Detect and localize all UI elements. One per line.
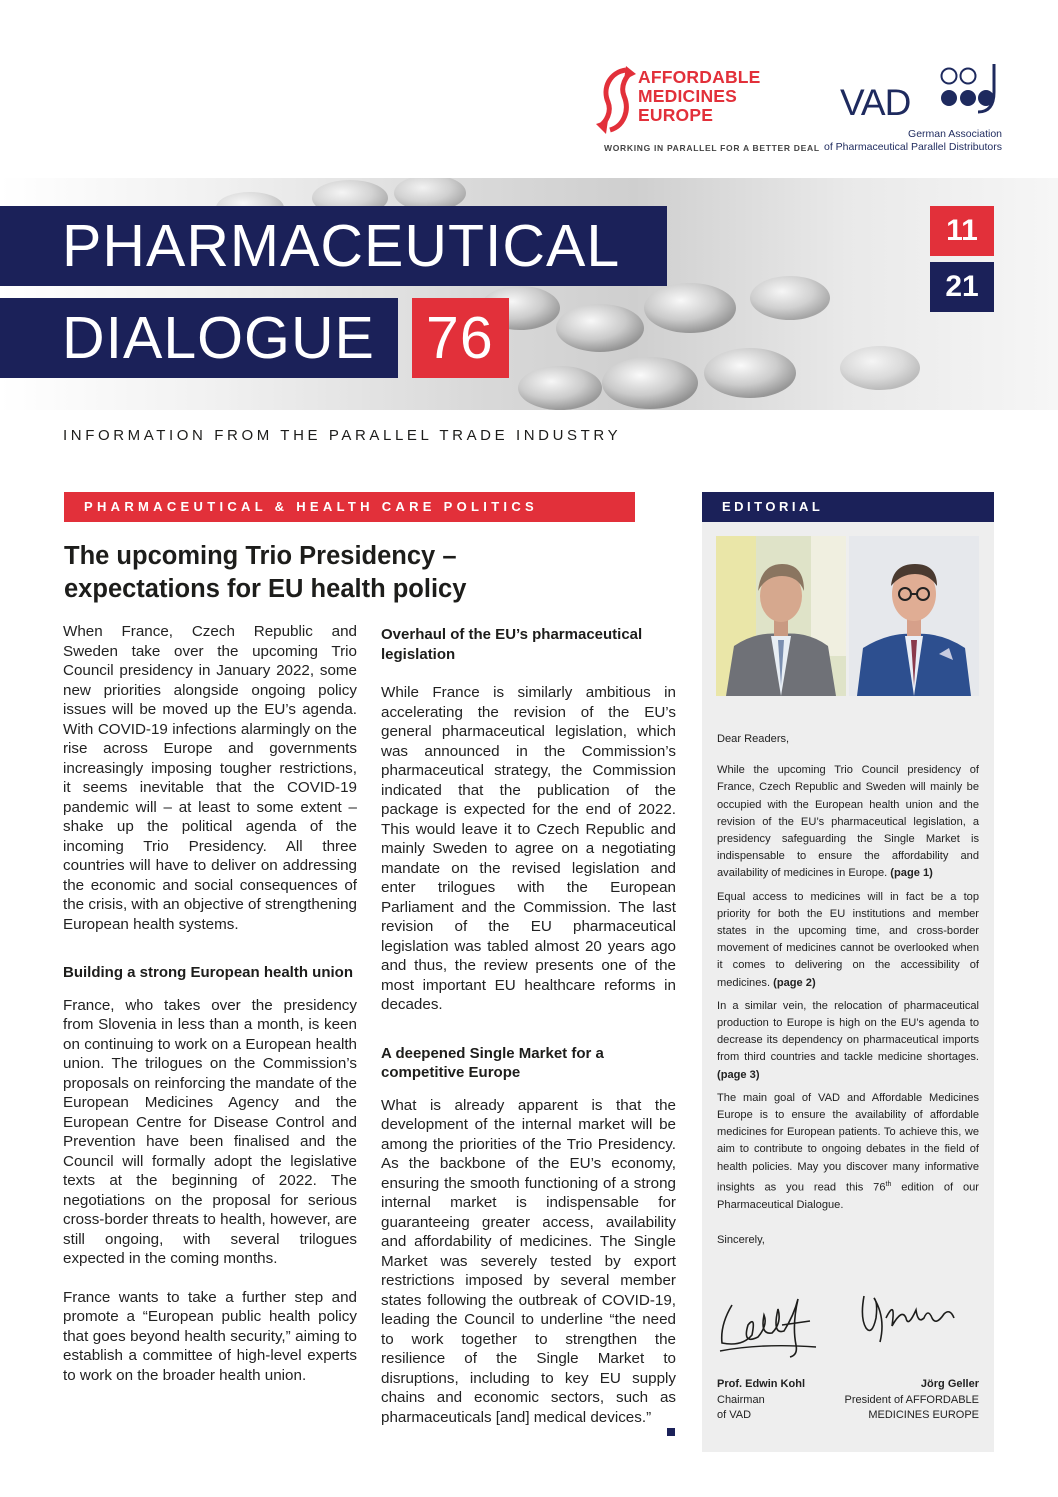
signature-kohl <box>712 1285 822 1365</box>
editorial-p1-page-ref: (page 1) <box>890 867 933 880</box>
editorial-p3-page-ref: (page 3) <box>717 1068 760 1081</box>
signatory-kohl-role2: of VAD <box>717 1409 752 1421</box>
headline-line1: The upcoming Trio Presidency – <box>64 542 457 570</box>
vad-wordmark: VAD <box>840 82 911 123</box>
editorial-text <box>717 731 979 1255</box>
ame-line3: EUROPE <box>638 105 714 125</box>
issue-month: 11 <box>930 206 994 256</box>
editorial-p2-text: Equal access to medicines will in fact be a top priority for both the EU institutions and member states in the upcoming time, and cross-border movement of medicines cannot be overlooked when it comes to delivering on the accessibility of medicines. <box>717 890 979 989</box>
signatory-geller-role1: President of AFFORDABLE <box>844 1393 979 1406</box>
article-paragraph-4: While France is similarly ambitious in accelerating the revision of the EU’s general pharmaceutical legislation, which was announced in the Commission’s pharmaceutical strategy, the Commission indicated that the publication of the package is expected for the end of 2022. This would leave it to Czech Republic and mainly Sweden to agree on a negotiating mandate on the revised legislation and enter trilogues with the European Parliament and the Commission. The last revision of the EU pharmaceutical legislation was tabled almost 20 years ago and thus, the review presents one of the most important EU healthcare reforms in decades. <box>381 684 676 1013</box>
issue-number: 76 <box>426 305 494 371</box>
editorial-paragraph-1 <box>717 762 979 882</box>
signatory-kohl <box>717 1377 805 1424</box>
editorial-p4-sup: th <box>885 1180 892 1188</box>
editorial-p1-text: While the upcoming Trio Council presidency of France, Czech Republic and Sweden will mainly be occupied with the European health union and the revision of the EU’s pharmaceutical legislation, a presidency safeguarding the Single Market is indispensable to ensure the affordability and availability of medicines in Europe. <box>717 764 979 880</box>
editorial-greeting: Dear Readers, <box>717 733 790 745</box>
masthead-subtitle: INFORMATION FROM THE PARALLEL TRADE INDUSTRY <box>63 427 622 444</box>
signatory-geller-role2: MEDICINES EUROPE <box>868 1409 979 1421</box>
vad-logo <box>824 62 1002 162</box>
vad-subtitle-line1: German Association <box>908 128 1002 140</box>
editorial-label-bar: EDITORIAL <box>702 492 994 522</box>
portrait-geller <box>849 536 979 696</box>
signatory-kohl-name: Prof. Edwin Kohl <box>717 1378 805 1390</box>
photo-edwin-kohl <box>716 536 846 696</box>
ame-wordmark <box>638 68 761 125</box>
editorial-closing: Sincerely, <box>717 1233 765 1246</box>
article-paragraph-5: What is already apparent is that the development of the internal market will be among the priorities of the Trio Presidency. As the backbone of the EU’s economy, ensuring the smooth functioning of a strong internal market is indispensable for guaranteeing greater access, availability and affordability of medicines. The Single Market was severely tested by export restrictions imposed by several member states following the outbreak of COVID-19, leading the Council to underline “the need to work together to strengthen the resilience of the Single Market to disruptions, including to key EU supply chains and economic sectors, such as pharmaceuticals [and] medical devices.” <box>381 1096 676 1426</box>
portrait-kohl <box>716 536 846 696</box>
vad-dots-icon <box>940 62 1002 114</box>
editorial-p4-text-a: The main goal of VAD and Affordable Medicines Europe is to ensure the availability of affordable medicines for European patients. To achieve this, we aim to contribute to ongoing debates in the field of health policies. May you discover many informative insights as you read this 76 <box>717 1091 979 1194</box>
article-end-mark <box>667 1428 675 1436</box>
article-paragraph-1: When France, Czech Republic and Sweden take over the upcoming Trio Council presidency in January 2022, some new priorities alongside ongoing policy issues will be moved up the EU’s agenda. With COVID-19 infections alarmingly on the rise across Europe and governments increasingly imposing tougher restrictions, it seems inevitable that the COVID-19 pandemic will – at least to some extent – shake up the political agenda of the incoming Trio Presidency. All three countries will have to deliver on addressing the economic and social consequences of the crisis, with an objective of strengthening European health systems. <box>63 623 357 933</box>
affordable-medicines-europe-logo <box>596 64 820 159</box>
vad-subtitle-line2: of Pharmaceutical Parallel Distributors <box>824 141 1002 153</box>
editorial-p3-text: In a similar vein, the relocation of pharmaceutical production to Europe is high on the EU’s agenda to decrease its dependency on pharmaceutical imports from third countries and tackle medicine shortages. <box>717 999 979 1064</box>
article-paragraph-2: France, who takes over the presidency from Slovenia in less than a month, is keen on continuing to work on a European health union. The trilogues on the Commission’s proposals on reinforcing the mandate of the European Medicines Agency and the European Centre for Disease Control and Prevention have been finalised and the Council will formally adopt the legislative texts at the beginning of 2022. The negotiations on the proposal for serious cross-border threats to health, however, are still ongoing, with several trilogues expected in the coming months. <box>63 996 357 1267</box>
subheading-health-union: Building a strong European health union <box>63 964 353 981</box>
editorial-p4-text-b: edition of our Pharmaceutical Dialogue. <box>717 1181 979 1211</box>
signatory-geller-name: Jörg Geller <box>920 1378 979 1390</box>
title-line2: DIALOGUE <box>62 305 375 371</box>
title-line1: PHARMACEUTICAL <box>62 213 621 279</box>
article-headline <box>64 540 624 606</box>
ame-arrows-icon <box>596 64 636 136</box>
title-band-line2 <box>0 298 398 378</box>
editorial-paragraph-4 <box>717 1090 979 1214</box>
editorial-p2-page-ref: (page 2) <box>773 976 816 989</box>
ame-line2: MEDICINES <box>638 86 738 106</box>
issue-number-box <box>412 298 509 378</box>
ame-line1: AFFORDABLE <box>638 67 761 87</box>
article-column-1 <box>63 622 357 1385</box>
signatory-geller <box>845 1377 980 1424</box>
section-label-bar: PHARMACEUTICAL & HEALTH CARE POLITICS <box>64 492 635 522</box>
headline-line2: expectations for EU health policy <box>64 575 467 603</box>
editorial-paragraph-3 <box>717 998 979 1084</box>
photo-joerg-geller <box>849 536 979 696</box>
article-column-2 <box>381 625 676 1427</box>
signature-geller <box>846 1288 976 1348</box>
title-band-line1 <box>0 206 667 286</box>
subheading-single-market: A deepened Single Market for a competitive Europe <box>381 1044 604 1081</box>
signatory-kohl-role1: Chairman <box>717 1393 765 1406</box>
issue-year: 21 <box>930 262 994 312</box>
subheading-pharma-legislation: Overhaul of the EU’s pharmaceutical legislation <box>381 626 643 663</box>
editorial-paragraph-2 <box>717 889 979 992</box>
vad-subtitle <box>824 128 1002 154</box>
ame-tagline: WORKING IN PARALLEL FOR A BETTER DEAL <box>604 143 820 153</box>
article-paragraph-3: France wants to take a further step and promote a “European public health policy that goes beyond health security,” aiming to establish a committee of high-level experts to work on the broader health union. <box>63 1288 357 1384</box>
